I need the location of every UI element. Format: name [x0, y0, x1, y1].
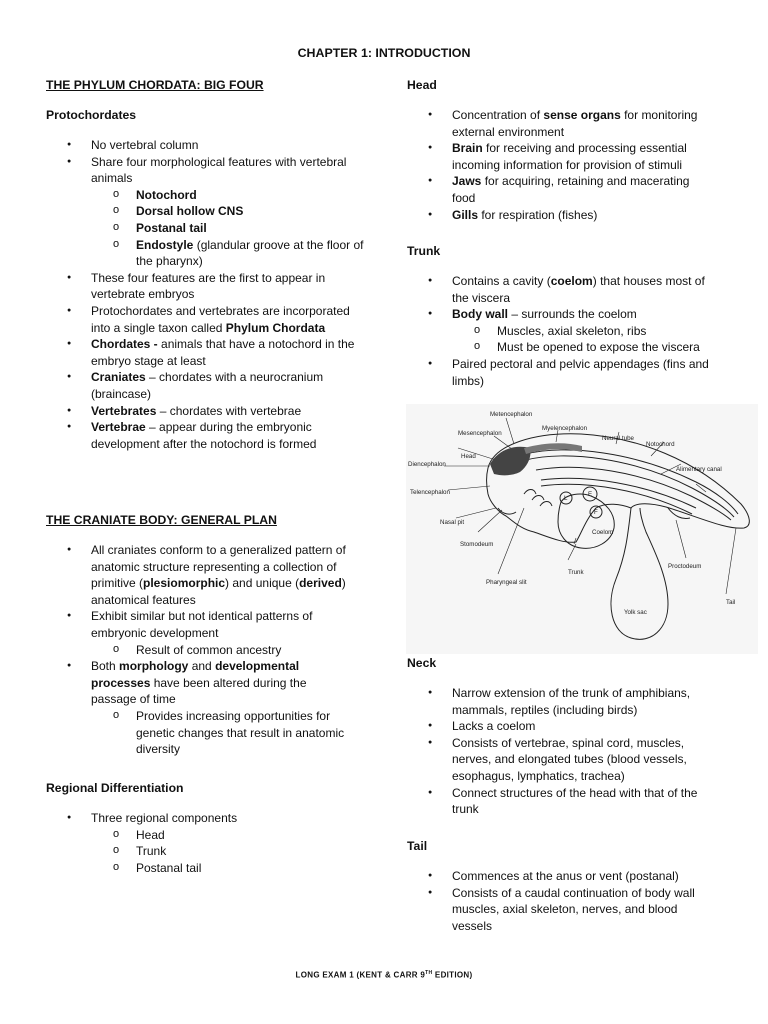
list-item: ● Consists of vertebrae, spinal cord, muscles, nerves, and elongated tubes (blood vessels, esophagus, lymphatics, trachea)	[407, 735, 732, 785]
list-item: ● Paired pectoral and pelvic appendages (fins and limbs)	[407, 356, 732, 389]
label-tail: Tail	[726, 599, 736, 606]
list-item: ● Consists of a caudal continuation of body wall muscles, axial skeleton, nerves, and blood vessels	[407, 885, 732, 935]
sub-list-item: o Postanal tail	[46, 220, 371, 237]
trunk-list	[407, 273, 732, 389]
subheading-tail: Tail	[407, 839, 428, 853]
diagram-background	[406, 404, 758, 654]
tail-list	[407, 868, 732, 934]
label-head: Head	[461, 453, 476, 460]
list-item: ● Chordates - animals that have a notochord in the embryo stage at least	[46, 336, 371, 369]
sub-list-item: o Notochord	[46, 187, 371, 204]
list-item: ● Body wall – surrounds the coelom	[407, 306, 732, 323]
list-item: ● Narrow extension of the trunk of amphibians, mammals, reptiles (including birds)	[407, 685, 732, 718]
list-item: ● Share four morphological features with vertebral animals	[46, 154, 371, 187]
subheading-trunk: Trunk	[407, 244, 441, 258]
list-item: ● Both morphology and developmental processes have been altered during the passage of time	[46, 658, 371, 708]
sub-list-item: o Postanal tail	[46, 860, 371, 877]
label-diencephalon: Diencephalon	[408, 461, 446, 468]
label-nasal-pit: Nasal pit	[440, 519, 465, 526]
page-title: CHAPTER 1: INTRODUCTION	[297, 46, 471, 60]
label-yolk-sac: Yolk sac	[624, 609, 647, 616]
label-neural-tube: Neural tube	[602, 435, 634, 442]
sub-list-item: o Trunk	[46, 843, 371, 860]
sub-list-item: o Muscles, axial skeleton, ribs	[407, 323, 732, 340]
list-item: ● Commences at the anus or vent (postanal)	[407, 868, 732, 885]
protochordate-list	[46, 137, 371, 452]
sub-list-item: o Provides increasing opportunities for genetic changes that result in anatomic diversity	[46, 708, 371, 758]
list-item: ● Connect structures of the head with that of the trunk	[407, 785, 732, 818]
list-item: ● Three regional components	[46, 810, 371, 827]
sub-list-item: o Head	[46, 827, 371, 844]
list-item: ● Jaws for acquiring, retaining and macerating food	[407, 173, 725, 206]
list-item: ● No vertebral column	[46, 137, 371, 154]
footer: LONG EXAM 1 (KENT & CARR 9TH EDITION)	[295, 970, 473, 980]
list-item: ● Craniates – chordates with a neurocranium (braincase)	[46, 369, 371, 402]
label-telencephalon: Telencephalon	[410, 489, 450, 496]
sub-list-item: o Must be opened to expose the viscera	[407, 339, 732, 356]
list-item: ● Concentration of sense organs for monitoring external environment	[407, 107, 725, 140]
list-item: ● Gills for respiration (fishes)	[407, 207, 725, 224]
subheading-head: Head	[407, 78, 437, 92]
label-e: E	[588, 491, 593, 498]
subheading-regional-differentiation: Regional Differentiation	[46, 781, 184, 795]
neck-list	[407, 685, 732, 818]
embryo-diagram	[406, 404, 758, 654]
list-item: ● Vertebrates – chordates with vertebrae	[46, 403, 371, 420]
label-f: F	[594, 509, 598, 516]
label-l: L	[564, 495, 568, 502]
section-title-phylum-chordata: THE PHYLUM CHORDATA: BIG FOUR	[46, 78, 264, 92]
sub-list-item: o Endostyle (glandular groove at the floor of the pharynx)	[46, 237, 371, 270]
regional-list	[46, 810, 371, 876]
label-mesencephalon: Mesencephalon	[458, 430, 502, 437]
label-coelom: Coelom	[592, 529, 614, 536]
label-proctodeum: Proctodeum	[668, 563, 702, 570]
craniate-list	[46, 542, 371, 758]
list-item: ● Exhibit similar but not identical patterns of embryonic development	[46, 608, 371, 641]
list-item: ● Vertebrae – appear during the embryonic development after the notochord is formed	[46, 419, 371, 452]
label-pharyngeal-slit: Pharyngeal slit	[486, 579, 527, 586]
label-notochord: Notochord	[646, 441, 675, 448]
list-item: ● Protochordates and vertebrates are incorporated into a single taxon called Phylum Chordata	[46, 303, 371, 336]
sub-list-item: o Dorsal hollow CNS	[46, 203, 371, 220]
subheading-protochordates: Protochordates	[46, 108, 137, 122]
label-metencephalon: Metencephalon	[490, 411, 533, 418]
list-item: ● These four features are the first to appear in vertebrate embryos	[46, 270, 371, 303]
label-stomodeum: Stomodeum	[460, 541, 494, 548]
head-list	[407, 107, 725, 223]
label-trunk: Trunk	[568, 569, 584, 576]
label-myelencephalon: Myelencephalon	[542, 425, 588, 432]
list-item: ● Contains a cavity (coelom) that houses most of the viscera	[407, 273, 732, 306]
list-item: ● Lacks a coelom	[407, 718, 732, 735]
subheading-neck: Neck	[407, 656, 437, 670]
label-alimentary-canal: Alimentary canal	[676, 466, 722, 473]
sub-list-item: o Result of common ancestry	[46, 642, 371, 659]
list-item: ● Brain for receiving and processing essential incoming information for provision of stimuli	[407, 140, 725, 173]
list-item: ● All craniates conform to a generalized pattern of anatomic structure representing a collection of primitive (plesiomorphic) and unique (derived) anatomical features	[46, 542, 371, 608]
section-title-craniate-body: THE CRANIATE BODY: GENERAL PLAN	[46, 513, 277, 527]
